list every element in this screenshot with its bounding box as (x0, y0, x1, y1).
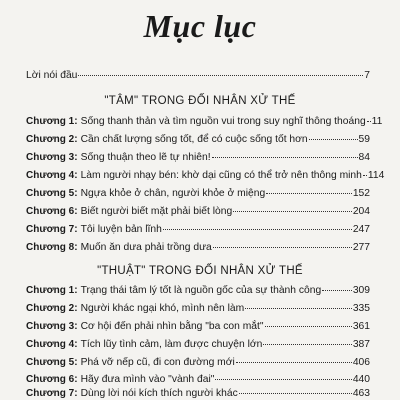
chapter-label: Chương 7: (26, 224, 78, 235)
dot-leader (266, 193, 352, 194)
chapter-title: Cơ hội đến phải nhìn bằng "ba con mắt" (80, 321, 264, 332)
chapter-label: Chương 5: (26, 188, 78, 199)
toc-entry (26, 151, 370, 164)
dot-leader (367, 121, 371, 122)
toc-entry (26, 187, 370, 200)
chapter-page: 204 (352, 206, 370, 217)
chapter-label: Chương 6: (26, 374, 78, 385)
dot-leader (239, 393, 352, 394)
chapter-title: Sống thanh thản và tìm nguồn vui trong suy nghĩ thông thoáng (80, 116, 366, 127)
chapter-label: Chương 4: (26, 339, 78, 350)
dot-leader (163, 229, 352, 230)
chapter-page: 361 (352, 321, 370, 332)
chapter-page: 406 (352, 357, 370, 368)
section-heading-thuat: "THUẬT" TRONG ĐỐI NHÂN XỬ THẾ (97, 265, 303, 277)
section-heading-tam: "TÂM" TRONG ĐỐI NHÂN XỬ THẾ (104, 95, 296, 107)
chapter-page: 309 (352, 285, 370, 296)
toc-entry (26, 223, 370, 236)
chapter-title: Tôi luyện bản lĩnh (80, 224, 162, 235)
toc-entry (26, 133, 370, 146)
chapter-page: 152 (352, 188, 370, 199)
chapter-label: Chương 2: (26, 303, 78, 314)
toc-entry (26, 320, 370, 333)
toc-entry (26, 373, 370, 386)
toc-entry (26, 284, 370, 297)
chapter-label: Chương 3: (26, 321, 78, 332)
preface-label: Lời nói đầu (26, 70, 78, 81)
chapter-page: 84 (358, 152, 370, 163)
chapter-page: 335 (352, 303, 370, 314)
chapter-page: 463 (352, 388, 370, 399)
toc-entry (26, 338, 370, 351)
dot-leader (212, 157, 358, 158)
chapter-title: Hãy đưa mình vào "vành đai" (80, 374, 215, 385)
toc-entry (26, 205, 370, 218)
chapter-title: Ngựa khỏe ở chân, người khỏe ở miệng (80, 188, 266, 199)
toc-entry (26, 356, 370, 369)
chapter-title: Muốn ăn dưa phải trồng dưa (80, 242, 212, 253)
chapter-title: Tích lũy tình cảm, làm được chuyện lớn (80, 339, 263, 350)
chapter-label: Chương 1: (26, 116, 78, 127)
chapter-title: Cần chất lượng sống tốt, để có cuộc sống tốt hơn (80, 134, 308, 145)
dot-leader (233, 211, 352, 212)
dot-leader (78, 75, 363, 76)
toc-entry (26, 241, 370, 254)
dot-leader (215, 379, 351, 380)
chapter-label: Chương 3: (26, 152, 78, 163)
dot-leader (245, 308, 352, 309)
dot-leader (236, 362, 352, 363)
chapter-title: Biết người biết mặt phải biết lòng (80, 206, 233, 217)
dot-leader (363, 175, 367, 176)
chapter-title: Trạng thái tâm lý tốt là nguồn gốc của sự thành công (80, 285, 322, 296)
chapter-title: Làm người nhạy bén: khờ dại cũng có thể trở nên thông minh (80, 170, 362, 181)
preface-page: 7 (364, 70, 370, 81)
chapter-label: Chương 2: (26, 134, 78, 145)
chapter-label: Chương 6: (26, 206, 78, 217)
toc-entry (26, 115, 383, 128)
chapter-label: Chương 7: (26, 388, 78, 399)
page-title: Mục lục (143, 8, 257, 44)
dot-leader (265, 326, 352, 327)
chapter-page: 440 (352, 374, 370, 385)
chapter-page: 11 (371, 116, 383, 127)
toc-entry (26, 169, 385, 182)
dot-leader (309, 139, 358, 140)
chapter-page: 277 (352, 242, 370, 253)
chapter-title: Sống thuận theo lẽ tự nhiên! (80, 152, 211, 163)
toc-preface-row (26, 69, 370, 82)
chapter-page: 59 (358, 134, 370, 145)
toc-entry (26, 302, 370, 315)
chapter-page: 247 (352, 224, 370, 235)
chapter-title: Phá vỡ nếp cũ, đi con đường mới (80, 357, 235, 368)
chapter-page: 387 (352, 339, 370, 350)
chapter-title: Người khác ngại khó, mình nên làm (80, 303, 245, 314)
chapter-page: 114 (367, 170, 385, 181)
toc-entry (26, 387, 370, 400)
chapter-label: Chương 4: (26, 170, 78, 181)
dot-leader (263, 344, 351, 345)
chapter-label: Chương 5: (26, 357, 78, 368)
chapter-title: Dùng lời nói kích thích người khác (80, 388, 238, 399)
dot-leader (322, 290, 352, 291)
chapter-label: Chương 8: (26, 242, 78, 253)
dot-leader (213, 247, 352, 248)
chapter-label: Chương 1: (26, 285, 78, 296)
